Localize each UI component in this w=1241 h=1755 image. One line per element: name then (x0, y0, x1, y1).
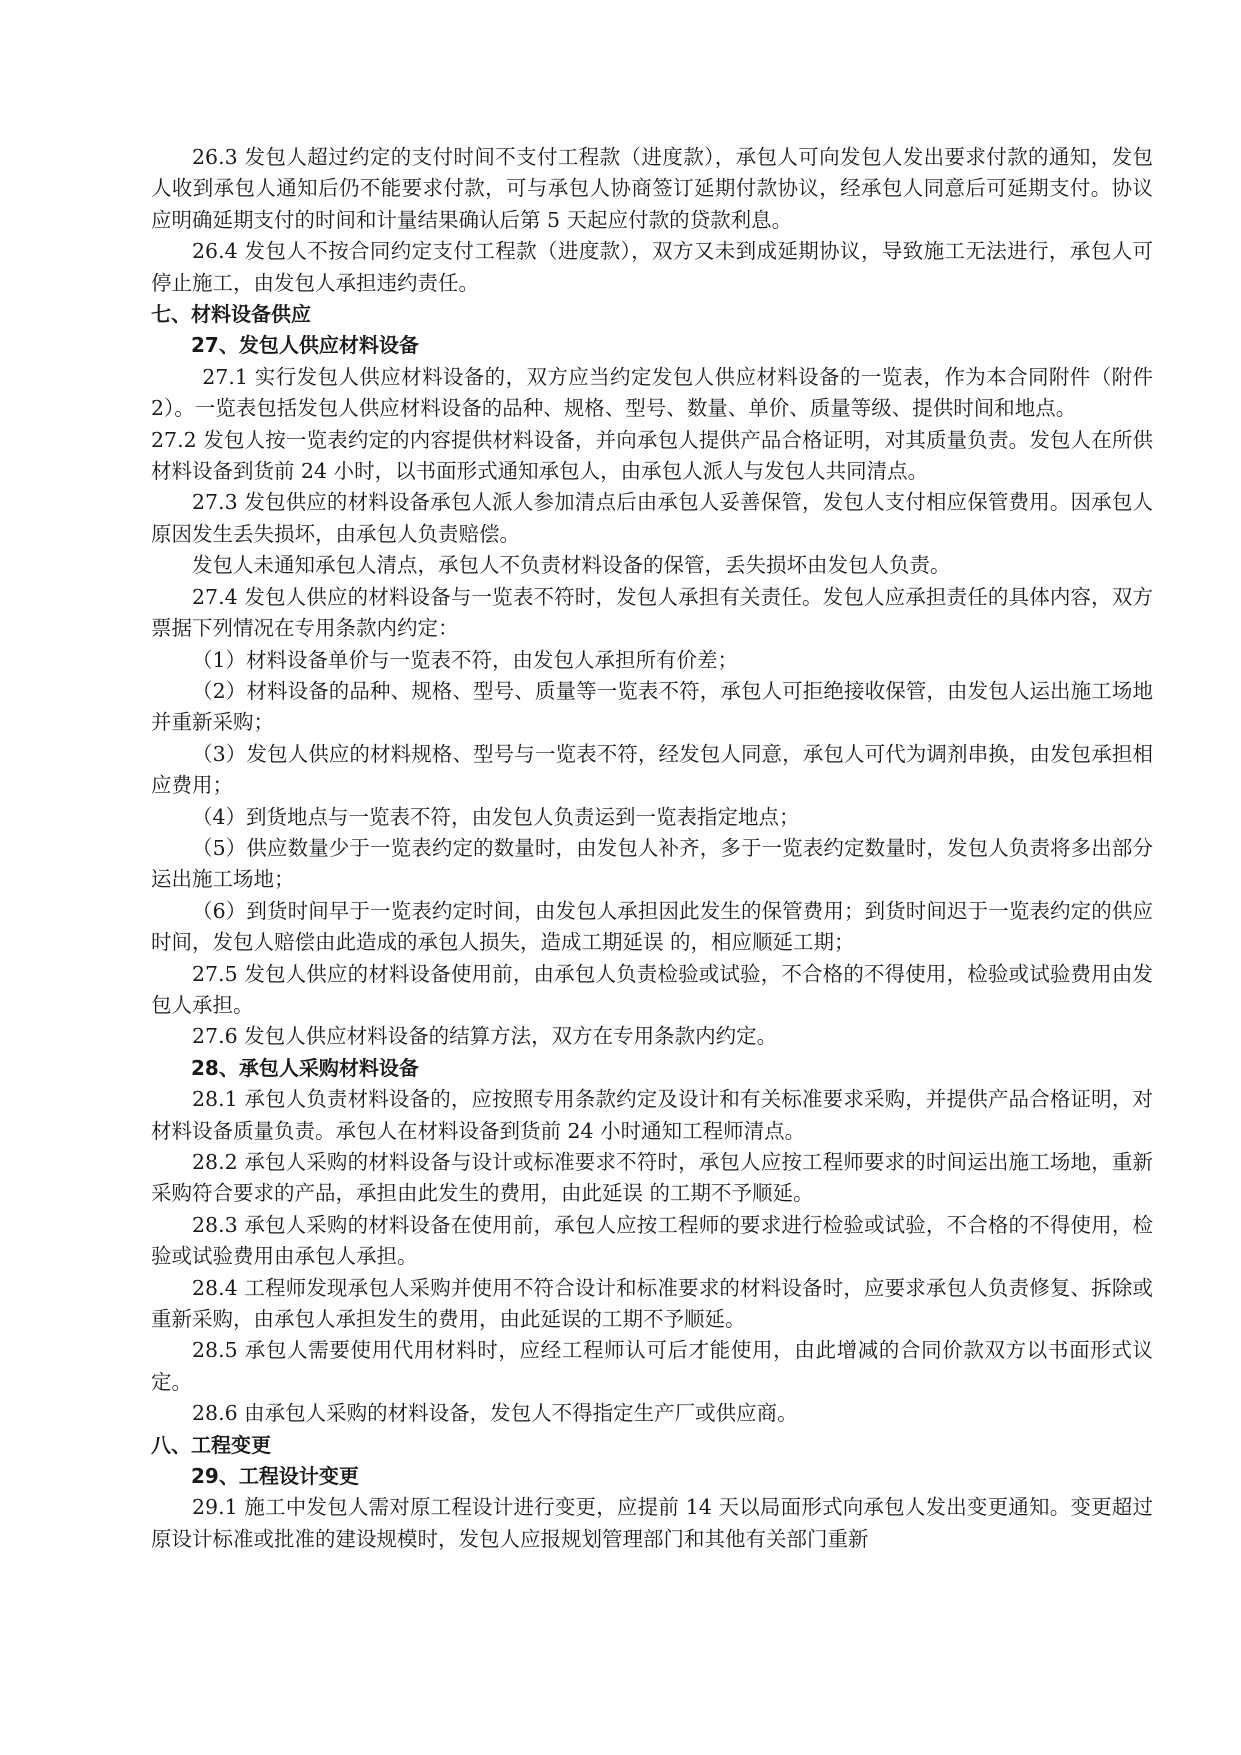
clause-28-3: 28.3 承包人采购的材料设备在使用前，承包人应按工程师的要求进行检验或试验，不合格的不得使用，检验或试验费用由承包人承担。 (151, 1212, 1153, 1269)
clause-27-4-item-6: （6）到货时间早于一览表约定时间，由发包人承担因此发生的保管费用；到货时间迟于一览表约定的供应时间，发包人赔偿由此造成的承包人损失，造成工期延误 的，相应顺延工期； (151, 898, 1153, 955)
subsection-heading-29: 29、工程设计变更 (191, 1464, 359, 1489)
clause-27-4-item-2: （2）材料设备的品种、规格、型号、质量等一览表不符，承包人可拒绝接收保管，由发包人运出施工场地并重新采购； (151, 678, 1153, 735)
clause-27-4-item-5: （5）供应数量少于一览表约定的数量时，由发包人补齐，多于一览表约定数量时，发包人负责将多出部分运出施工场地； (151, 835, 1153, 892)
subsection-heading-28: 28、承包人采购材料设备 (191, 1055, 419, 1080)
clause-27-6: 27.6 发包人供应材料设备的结算方法，双方在专用条款内约定。 (192, 1024, 778, 1049)
clause-28-4: 28.4 工程师发现承包人采购并使用不符合设计和标准要求的材料设备时，应要求承包人负责修复、拆除或重新采购，由承包人承担发生的费用，由此延误的工期不予顺延。 (151, 1275, 1153, 1332)
clause-28-5: 28.5 承包人需要使用代用材料时，应经工程师认可后才能使用，由此增减的合同价款双方以书面形式议定。 (151, 1338, 1153, 1394)
clause-27-4: 27.4 发包人供应的材料设备与一览表不符时，发包人承担有关责任。发包人应承担责任的具体内容，双方票据下列情况在专用条款内约定： (151, 584, 1153, 641)
clause-27-2: 27.2 发包人按一览表约定的内容提供材料设备，并向承包人提供产品合格证明，对其质量负责。发包人在所供材料设备到货前 24 小时，以书面形式通知承包人，由承包人派人与发包人共同清点。 (151, 427, 1153, 484)
clause-28-6: 28.6 由承包人采购的材料设备，发包人不得指定生产厂或供应商。 (192, 1401, 798, 1426)
clause-27-3-note: 发包人未通知承包人清点，承包人不负责材料设备的保管，丢失损坏由发包人负责。 (192, 553, 951, 578)
clause-26-3: 26.3 发包人超过约定的支付时间不支付工程款（进度款），承包人可向发包人发出要求付款的通知，发包人收到承包人通知后仍不能要求付款，可与承包人协商签订延期付款协议，经承包人同意后可延期支付。协议应明确延期支付的时间和计量结果确认后第 5 天起应付款的贷款利息。 (151, 145, 1153, 232)
clause-27-1: 27.1 实行发包人供应材料设备的，双方应当约定发包人供应材料设备的一览表，作为本合同附件（附件 2）。一览表包括发包人供应材料设备的品种、规格、型号、数量、单价、质量等级、提供时间和地点。 (151, 364, 1153, 421)
clause-27-4-item-4: （4）到货地点与一览表不符，由发包人负责运到一览表指定地点； (192, 804, 800, 829)
clause-27-4-item-1: （1）材料设备单价与一览表不符，由发包人承担所有价差； (192, 647, 739, 672)
clause-29-1: 29.1 施工中发包人需对原工程设计进行变更，应提前 14 天以局面形式向承包人发出变更通知。变更超过原设计标准或批准的建设规模时，发包人应报规划管理部门和其他有关部门重新 (151, 1495, 1153, 1551)
clause-27-5: 27.5 发包人供应的材料设备使用前，由承包人负责检验或试验，不合格的不得使用，检验或试验费用由发包人承担。 (151, 961, 1153, 1017)
section-heading-8: 八、工程变更 (151, 1432, 271, 1457)
section-heading-7: 七、材料设备供应 (151, 302, 311, 327)
subsection-heading-27: 27、发包人供应材料设备 (191, 333, 419, 358)
clause-26-4: 26.4 发包人不按合同约定支付工程款（进度款），双方又未到成延期协议，导致施工无法进行，承包人可停止施工，由发包人承担违约责任。 (151, 239, 1153, 295)
clause-27-3: 27.3 发包供应的材料设备承包人派人参加清点后由承包人妥善保管，发包人支付相应保管费用。因承包人原因发生丢失损坏，由承包人负责赔偿。 (151, 490, 1153, 546)
clause-28-1: 28.1 承包人负责材料设备的，应按照专用条款约定及设计和有关标准要求采购，并提供产品合格证明，对材料设备质量负责。承包人在材料设备到货前 24 小时通知工程师清点。 (151, 1087, 1153, 1143)
clause-27-4-item-3: （3）发包人供应的材料规格、型号与一览表不符，经发包人同意，承包人可代为调剂串换，由发包承担相应费用； (151, 741, 1153, 798)
clause-28-2: 28.2 承包人采购的材料设备与设计或标准要求不符时，承包人应按工程师要求的时间运出施工场地，重新采购符合要求的产品，承担由此发生的费用，由此延误 的工期不予顺延。 (151, 1150, 1153, 1206)
